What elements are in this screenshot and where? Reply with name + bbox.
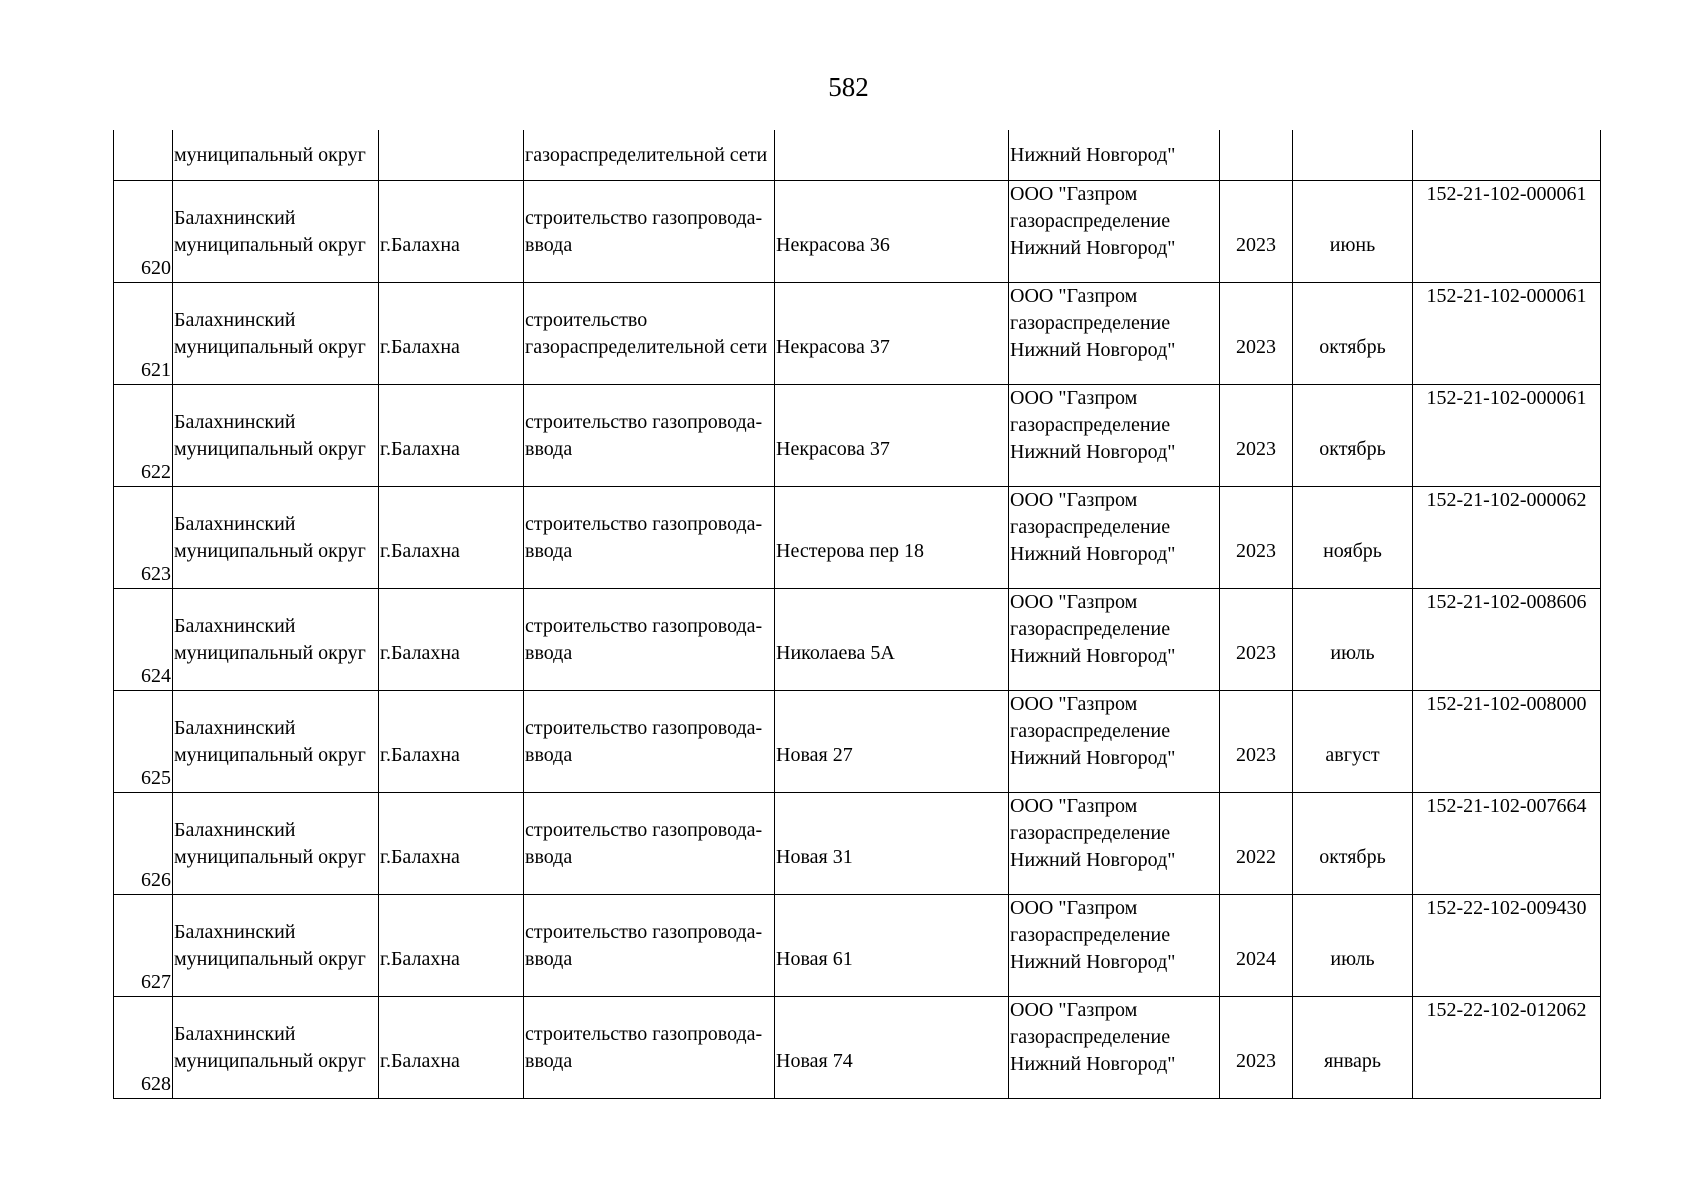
- cell-owner: [1009, 487, 1220, 589]
- cell-year: [1220, 385, 1293, 487]
- table-row: [114, 385, 1601, 487]
- owner-line: ООО "Газпром: [1010, 591, 1138, 613]
- cell-city: [379, 997, 524, 1099]
- cell-month: [1293, 130, 1413, 181]
- month-text: июль: [1330, 641, 1375, 664]
- cell-district: [173, 997, 379, 1099]
- work-line: строительство: [525, 308, 648, 331]
- cell-address: [775, 895, 1009, 997]
- cell-code: [1413, 589, 1601, 691]
- cell-month: [1293, 793, 1413, 895]
- cell-address: [775, 181, 1009, 283]
- cell-num: [114, 997, 173, 1099]
- owner-line: Нижний Новгород": [1010, 543, 1176, 565]
- owner-line: газораспределение: [1010, 618, 1171, 640]
- owner-line: ООО "Газпром: [1010, 387, 1138, 409]
- month-text: ноябрь: [1323, 539, 1382, 562]
- cell-work: [524, 997, 775, 1099]
- object-table: [113, 130, 1601, 1099]
- table-row: [114, 487, 1601, 589]
- row-number: 628: [141, 1073, 171, 1095]
- month-text: август: [1325, 743, 1380, 766]
- cell-owner: [1009, 283, 1220, 385]
- cell-code: [1413, 283, 1601, 385]
- table-body: [114, 130, 1601, 1099]
- cell-district: [173, 385, 379, 487]
- cell-month: [1293, 691, 1413, 793]
- cell-district: [173, 895, 379, 997]
- cell-year: [1220, 997, 1293, 1099]
- cell-num: [114, 895, 173, 997]
- cell-work: [524, 181, 775, 283]
- owner-line: Нижний Новгород": [1010, 237, 1176, 259]
- work-line: строительство газопровода-: [525, 1022, 763, 1045]
- owner-line: газораспределение: [1010, 924, 1171, 946]
- city-text: г.Балахна: [380, 233, 460, 256]
- work-line: ввода: [525, 845, 573, 868]
- cell-month: [1293, 895, 1413, 997]
- cell-owner: [1009, 691, 1220, 793]
- cell-address: [775, 691, 1009, 793]
- address-text: Новая 27: [776, 743, 853, 766]
- table-row: [114, 793, 1601, 895]
- year-text: 2024: [1236, 947, 1276, 970]
- cell-address: [775, 283, 1009, 385]
- district-line: Балахнинский: [174, 1022, 296, 1045]
- month-text: январь: [1323, 1049, 1382, 1072]
- code-text: 152-22-102-009430: [1426, 897, 1587, 919]
- cell-owner: [1009, 385, 1220, 487]
- table-row: [114, 895, 1601, 997]
- table-row: [114, 997, 1601, 1099]
- cell-num: [114, 181, 173, 283]
- owner-line: ООО "Газпром: [1010, 999, 1138, 1021]
- district-line: муниципальный округ: [174, 845, 366, 868]
- city-text: г.Балахна: [380, 743, 460, 766]
- address-text: Новая 61: [776, 947, 853, 970]
- cell-num: [114, 589, 173, 691]
- owner-line: ООО "Газпром: [1010, 897, 1138, 919]
- district-line: Балахнинский: [174, 410, 296, 433]
- owner-line: газораспределение: [1010, 516, 1171, 538]
- district-line: Балахнинский: [174, 818, 296, 841]
- cell-city: [379, 130, 524, 181]
- work-line: строительство газопровода-: [525, 920, 763, 943]
- cell-work: [524, 793, 775, 895]
- address-text: Нестерова пер 18: [776, 539, 924, 562]
- cell-year: [1220, 283, 1293, 385]
- cell-month: [1293, 997, 1413, 1099]
- cell-address: [775, 487, 1009, 589]
- cell-year: [1220, 487, 1293, 589]
- cell-owner: [1009, 997, 1220, 1099]
- owner-line: газораспределение: [1010, 822, 1171, 844]
- work-line: ввода: [525, 947, 573, 970]
- row-number: 627: [141, 971, 171, 993]
- district-line: муниципальный округ: [174, 1049, 366, 1072]
- work-line: ввода: [525, 233, 573, 256]
- continuation-row: [114, 130, 1601, 181]
- city-text: г.Балахна: [380, 539, 460, 562]
- cell-district: [173, 589, 379, 691]
- cell-month: [1293, 283, 1413, 385]
- cell-city: [379, 589, 524, 691]
- cell-address: [775, 793, 1009, 895]
- work-line: строительство газопровода-: [525, 716, 763, 739]
- cell-district: [173, 793, 379, 895]
- cell-district: муниципальный округ: [173, 130, 379, 181]
- code-text: 152-21-102-008000: [1426, 693, 1587, 715]
- cell-year: [1220, 691, 1293, 793]
- code-text: 152-22-102-012062: [1426, 999, 1587, 1021]
- address-text: Некрасова 36: [776, 233, 890, 256]
- cell-city: [379, 385, 524, 487]
- cell-code: [1413, 895, 1601, 997]
- cell-code: [1413, 997, 1601, 1099]
- cell-city: [379, 691, 524, 793]
- cell-owner: Нижний Новгород": [1009, 130, 1220, 181]
- owner-line: ООО "Газпром: [1010, 693, 1138, 715]
- year-text: 2023: [1236, 641, 1276, 664]
- year-text: 2023: [1236, 335, 1276, 358]
- year-text: 2023: [1236, 539, 1276, 562]
- cell-address: [775, 130, 1009, 181]
- row-number: 621: [141, 359, 171, 381]
- row-number: 624: [141, 665, 171, 687]
- cell-code: [1413, 385, 1601, 487]
- address-text: Николаева 5А: [776, 641, 895, 664]
- city-text: г.Балахна: [380, 947, 460, 970]
- cell-num: [114, 793, 173, 895]
- code-text: 152-21-102-000061: [1426, 183, 1587, 205]
- work-line: строительство газопровода-: [525, 512, 763, 535]
- cell-year: [1220, 589, 1293, 691]
- cell-address: [775, 997, 1009, 1099]
- city-text: г.Балахна: [380, 437, 460, 460]
- year-text: 2023: [1236, 437, 1276, 460]
- cell-code: [1413, 487, 1601, 589]
- work-line: газораспределительной сети: [525, 335, 768, 358]
- work-line: строительство газопровода-: [525, 410, 763, 433]
- cell-year: [1220, 130, 1293, 181]
- district-line: муниципальный округ: [174, 233, 366, 256]
- city-text: г.Балахна: [380, 335, 460, 358]
- address-text: Новая 74: [776, 1049, 853, 1072]
- cell-district: [173, 181, 379, 283]
- code-text: 152-21-102-000061: [1426, 285, 1587, 307]
- address-text: Некрасова 37: [776, 335, 890, 358]
- address-text: Новая 31: [776, 845, 853, 868]
- cell-num: [114, 283, 173, 385]
- work-line: ввода: [525, 743, 573, 766]
- work-line: ввода: [525, 1049, 573, 1072]
- work-line: строительство газопровода-: [525, 206, 763, 229]
- cell-address: [775, 385, 1009, 487]
- cell-city: [379, 181, 524, 283]
- owner-line: газораспределение: [1010, 720, 1171, 742]
- owner-line: Нижний Новгород": [1010, 339, 1176, 361]
- row-number: 620: [141, 257, 171, 279]
- month-text: июль: [1330, 947, 1375, 970]
- cell-month: [1293, 589, 1413, 691]
- cell-year: [1220, 895, 1293, 997]
- cell-address: [775, 589, 1009, 691]
- owner-line: ООО "Газпром: [1010, 285, 1138, 307]
- district-line: Балахнинский: [174, 512, 296, 535]
- cell-num: [114, 691, 173, 793]
- cell-code: [1413, 130, 1601, 181]
- cell-month: [1293, 487, 1413, 589]
- code-text: 152-21-102-000062: [1426, 489, 1587, 511]
- address-text: Некрасова 37: [776, 437, 890, 460]
- cell-work: [524, 589, 775, 691]
- cell-work: [524, 691, 775, 793]
- row-number: 622: [141, 461, 171, 483]
- district-line: муниципальный округ: [174, 743, 366, 766]
- district-line: Балахнинский: [174, 308, 296, 331]
- cell-year: [1220, 181, 1293, 283]
- owner-line: Нижний Новгород": [1010, 1053, 1176, 1075]
- cell-owner: [1009, 181, 1220, 283]
- city-text: г.Балахна: [380, 845, 460, 868]
- owner-line: ООО "Газпром: [1010, 183, 1138, 205]
- district-line: Балахнинский: [174, 614, 296, 637]
- district-line: муниципальный округ: [174, 437, 366, 460]
- owner-line: газораспределение: [1010, 312, 1171, 334]
- district-line: Балахнинский: [174, 920, 296, 943]
- owner-line: газораспределение: [1010, 414, 1171, 436]
- owner-line: ООО "Газпром: [1010, 795, 1138, 817]
- owner-line: Нижний Новгород": [1010, 747, 1176, 769]
- year-text: 2023: [1236, 743, 1276, 766]
- table-row: [114, 589, 1601, 691]
- cell-city: [379, 793, 524, 895]
- owner-line: Нижний Новгород": [1010, 645, 1176, 667]
- cell-month: [1293, 385, 1413, 487]
- owner-line: газораспределение: [1010, 210, 1171, 232]
- owner-line: Нижний Новгород": [1010, 951, 1176, 973]
- work-line: ввода: [525, 437, 573, 460]
- code-text: 152-21-102-007664: [1426, 795, 1587, 817]
- district-line: муниципальный округ: [174, 947, 366, 970]
- code-text: 152-21-102-008606: [1426, 591, 1587, 613]
- cell-code: [1413, 793, 1601, 895]
- table-row: [114, 691, 1601, 793]
- cell-city: [379, 487, 524, 589]
- work-line: ввода: [525, 641, 573, 664]
- year-text: 2023: [1236, 233, 1276, 256]
- work-line: строительство газопровода-: [525, 614, 763, 637]
- month-text: октябрь: [1319, 437, 1386, 460]
- row-number: 625: [141, 767, 171, 789]
- cell-num: [114, 385, 173, 487]
- cell-city: [379, 895, 524, 997]
- month-text: октябрь: [1319, 335, 1386, 358]
- cell-code: [1413, 181, 1601, 283]
- cell-year: [1220, 793, 1293, 895]
- row-number: 623: [141, 563, 171, 585]
- cell-city: [379, 283, 524, 385]
- page-number: 582: [828, 72, 869, 102]
- cell-owner: [1009, 589, 1220, 691]
- table-row: [114, 283, 1601, 385]
- district-line: Балахнинский: [174, 716, 296, 739]
- owner-line: газораспределение: [1010, 1026, 1171, 1048]
- district-line: муниципальный округ: [174, 539, 366, 562]
- cell-num: [114, 487, 173, 589]
- owner-line: Нижний Новгород": [1010, 849, 1176, 871]
- table-row: [114, 181, 1601, 283]
- district-line: муниципальный округ: [174, 641, 366, 664]
- month-text: октябрь: [1319, 845, 1386, 868]
- month-text: июнь: [1329, 233, 1376, 256]
- work-line: ввода: [525, 539, 573, 562]
- cell-num: [114, 130, 173, 181]
- district-line: Балахнинский: [174, 206, 296, 229]
- row-number: 626: [141, 869, 171, 891]
- cell-owner: [1009, 895, 1220, 997]
- year-text: 2022: [1236, 845, 1276, 868]
- cell-owner: [1009, 793, 1220, 895]
- cell-month: [1293, 181, 1413, 283]
- code-text: 152-21-102-000061: [1426, 387, 1587, 409]
- cell-district: [173, 283, 379, 385]
- owner-line: Нижний Новгород": [1010, 441, 1176, 463]
- district-line: муниципальный округ: [174, 335, 366, 358]
- cell-district: [173, 487, 379, 589]
- city-text: г.Балахна: [380, 641, 460, 664]
- year-text: 2023: [1236, 1049, 1276, 1072]
- city-text: г.Балахна: [380, 1049, 460, 1072]
- cell-work: [524, 895, 775, 997]
- cell-work: [524, 385, 775, 487]
- cell-work: газораспределительной сети: [524, 130, 775, 181]
- cell-work: [524, 283, 775, 385]
- cell-work: [524, 487, 775, 589]
- work-line: строительство газопровода-: [525, 818, 763, 841]
- owner-line: ООО "Газпром: [1010, 489, 1138, 511]
- cell-district: [173, 691, 379, 793]
- cell-code: [1413, 691, 1601, 793]
